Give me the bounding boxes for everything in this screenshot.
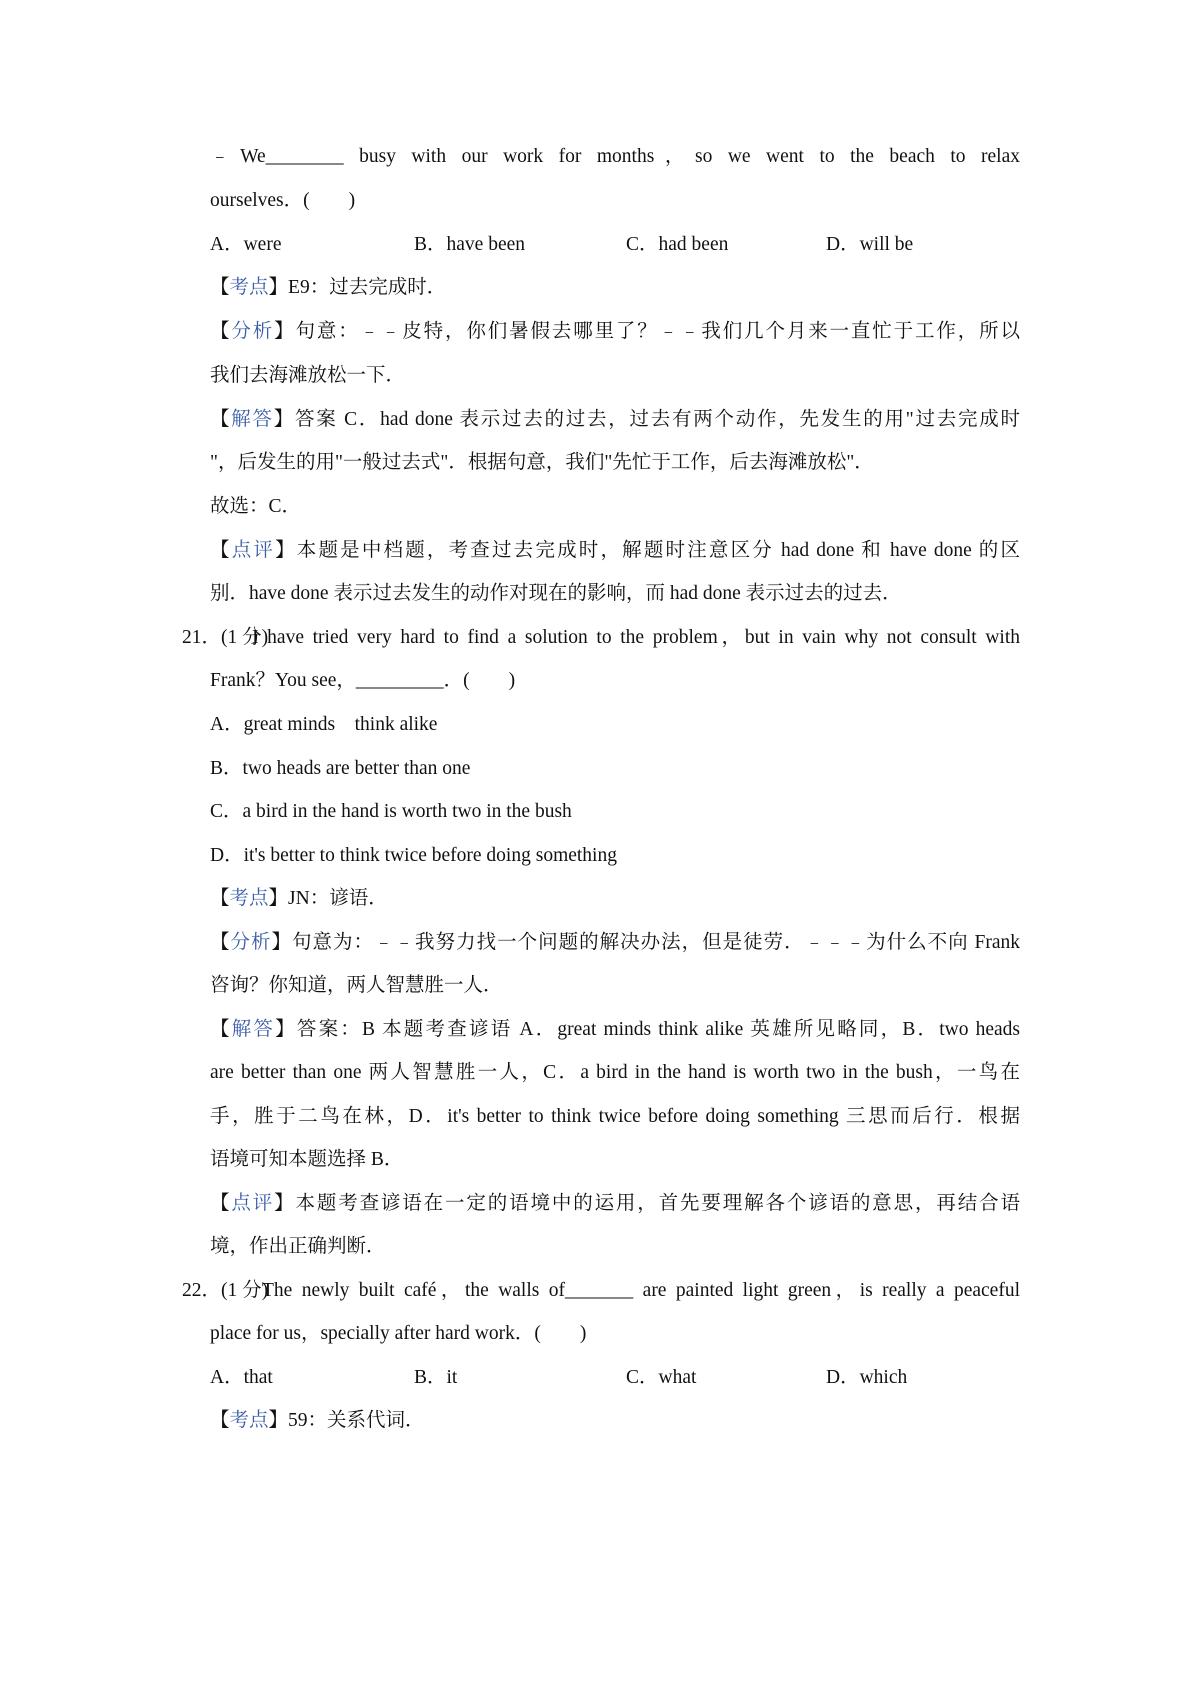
- q22-kaodian-text: 59：关系代词．: [288, 1410, 425, 1431]
- q20-option-d: D．will be: [826, 234, 914, 255]
- q20-fenxi-line-1: 【分析】句意：﹣﹣皮特，你们暑假去哪里了？﹣﹣我们几个月来一直忙于工作，所以: [210, 321, 1020, 342]
- q20-kaodian-text: E9：过去完成时．: [288, 277, 447, 298]
- q22-option-d: D．which: [826, 1367, 908, 1388]
- q20-dianping-line-1: 【点评】本题是中档题，考查过去完成时，解题时注意区分 had done 和 have done 的区: [210, 540, 1020, 561]
- q21-kaodian-text: JN：谚语．: [288, 888, 388, 909]
- q21-fenxi-text-1: 句意为：﹣﹣我努力找一个问题的解决办法，但是徒劳．﹣﹣﹣为什么不向 Frank: [292, 932, 1020, 953]
- q22-option-a: A．that: [210, 1367, 273, 1388]
- q20-fenxi-line-2: 我们去海滩放松一下．: [210, 365, 406, 386]
- q20-dianping-text-1: 本题是中档题，考查过去完成时，解题时注意区分 had done 和 have done 的区: [296, 540, 1020, 561]
- q21-number: 21．(1 分): [182, 627, 269, 648]
- q21-option-d: D．it's better to think twice before doing something: [210, 845, 617, 866]
- q20-jieda-line-1: 【解答】答案 C．had done 表示过去的过去，过去有两个动作，先发生的用"过去完成时: [210, 409, 1020, 430]
- q21-fenxi-line-1: 【分析】句意为：﹣﹣我努力找一个问题的解决办法，但是徒劳．﹣﹣﹣为什么不向 Frank: [210, 932, 1020, 953]
- q21-kaodian-tag: 考点: [229, 888, 269, 909]
- q20-jieda-text-1: 答案 C．had done 表示过去的过去，过去有两个动作，先发生的用"过去完成时: [295, 409, 1020, 430]
- q21-stem-line-1: I have tried very hard to find a solution to the problem，but in vain why not consult with: [252, 627, 1020, 648]
- q20-stem-line-1: ﹣We________ busy with our work for months，so we went to the beach to relax: [210, 146, 1020, 167]
- q20-kaodian: 【考点】E9：过去完成时．: [210, 277, 447, 298]
- q21-stem-line-2: Frank？You see，_________．( ): [210, 670, 516, 691]
- q20-kaodian-tag: 考点: [229, 277, 269, 298]
- q20-option-b: B．have been: [414, 234, 526, 255]
- q21-dianping-line-1: 【点评】本题考查谚语在一定的语境中的运用，首先要理解各个谚语的意思，再结合语: [210, 1193, 1020, 1214]
- q21-option-b: B．two heads are better than one: [210, 758, 471, 779]
- q22-stem-line-1: The newly built café，the walls of_______ are painted light green，is really a peaceful: [262, 1280, 1020, 1301]
- q21-jieda-line-3: 手，胜于二鸟在林，D．it's better to think twice before doing something 三思而后行．根据: [210, 1106, 1020, 1127]
- q21-dianping-line-2: 境，作出正确判断．: [210, 1236, 386, 1257]
- q21-option-c: C．a bird in the hand is worth two in the bush: [210, 801, 572, 822]
- q20-jieda-line-2: "，后发生的用"一般过去式"．根据句意，我们"先忙于工作，后去海滩放松"．: [210, 452, 874, 473]
- q21-jieda-line-4: 语境可知本题选择 B．: [210, 1149, 404, 1170]
- q21-jieda-tag: 解答: [231, 1019, 276, 1040]
- q22-number: 22．(1 分): [182, 1280, 269, 1301]
- q20-dianping-line-2: 别．have done 表示过去发生的动作对现在的影响，而 had done 表示过去的过去．: [210, 583, 902, 604]
- q20-jieda-tag: 解答: [231, 409, 274, 430]
- q22-option-c: C．what: [626, 1367, 697, 1388]
- q21-fenxi-tag: 分析: [230, 932, 272, 953]
- q22-option-b: B．it: [414, 1367, 458, 1388]
- q21-jieda-line-1: 【解答】答案：B 本题考查谚语 A．great minds think alike 英雄所见略同，B．two heads: [210, 1019, 1020, 1040]
- q21-dianping-text-1: 本题考查谚语在一定的语境中的运用，首先要理解各个谚语的意思，再结合语: [295, 1193, 1020, 1214]
- q21-jieda-line-2: are better than one 两人智慧胜一人，C．a bird in the hand is worth two in the bush，一鸟在: [210, 1062, 1020, 1083]
- q20-jieda-line-3: 故选：C．: [210, 496, 302, 517]
- q21-kaodian: 【考点】JN：谚语．: [210, 888, 388, 909]
- q20-fenxi-text-1: 句意：﹣﹣皮特，你们暑假去哪里了？﹣﹣我们几个月来一直忙于工作，所以: [295, 321, 1020, 342]
- q20-dianping-tag: 点评: [231, 540, 276, 561]
- q20-option-c: C．had been: [626, 234, 729, 255]
- q22-kaodian: 【考点】59：关系代词．: [210, 1410, 425, 1431]
- q22-kaodian-tag: 考点: [229, 1410, 269, 1431]
- q21-dianping-tag: 点评: [231, 1193, 275, 1214]
- q20-fenxi-tag: 分析: [231, 321, 275, 342]
- q21-jieda-text-1: 答案：B 本题考查谚语 A．great minds think alike 英雄所见略同，B．two heads: [296, 1019, 1020, 1040]
- q21-fenxi-line-2: 咨询？你知道，两人智慧胜一人．: [210, 975, 503, 996]
- q21-option-a: A．great minds think alike: [210, 714, 438, 735]
- q20-option-a: A．were: [210, 234, 282, 255]
- q20-stem-line-2: ourselves．( ): [210, 190, 356, 211]
- q22-stem-line-2: place for us，specially after hard work．( ): [210, 1323, 587, 1344]
